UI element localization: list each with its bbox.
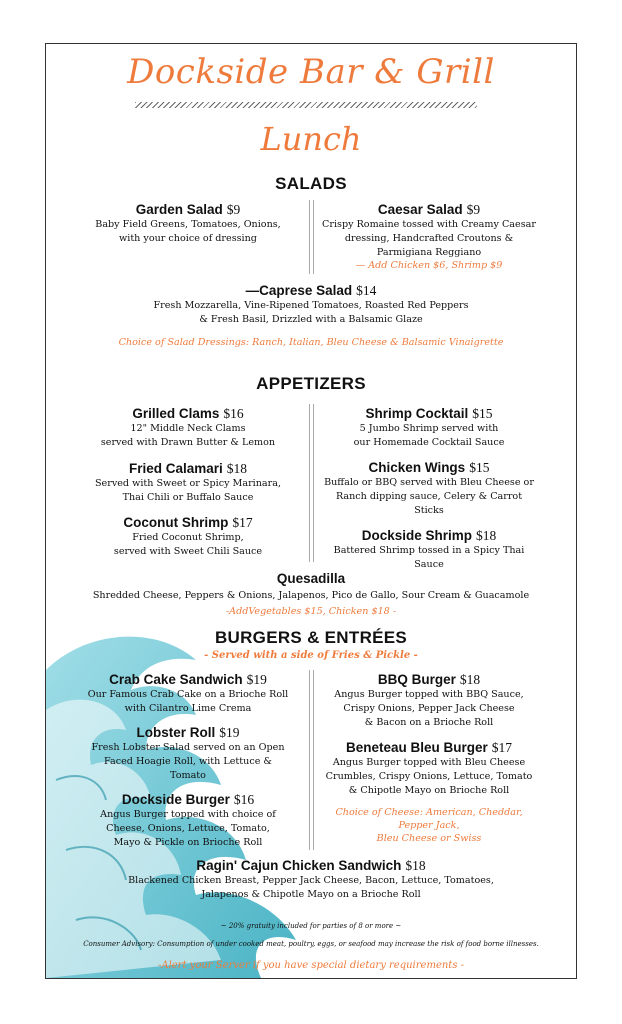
item-desc: Jalapenos & Chipotle Mayo on a Brioche Roll bbox=[201, 889, 421, 900]
item-name: Ragin' Cajun Chicken Sandwich bbox=[196, 858, 402, 873]
item-name: Chicken Wings bbox=[368, 460, 466, 475]
item-desc: served with Sweet Chili Sauce bbox=[113, 546, 263, 557]
shrimp-cocktail bbox=[322, 403, 536, 450]
item-desc: Sticks bbox=[414, 505, 444, 516]
item-name: BBQ Burger bbox=[377, 672, 456, 687]
item-desc: Parmigiana Reggiano bbox=[376, 247, 482, 258]
item-name: Quesadilla bbox=[276, 571, 346, 586]
item-desc: Thai Chili or Buffalo Sauce bbox=[122, 492, 254, 503]
item-desc: Faced Hoagie Roll, with Lettuce & bbox=[104, 756, 272, 767]
item-desc: Our Famous Crab Cake on a Brioche Roll bbox=[87, 689, 289, 700]
meal-title: Lunch bbox=[260, 120, 362, 158]
grilled-clams bbox=[86, 403, 290, 450]
item-price: $16 bbox=[233, 792, 255, 807]
quesadilla bbox=[60, 568, 562, 617]
item-desc: Cheese, Onions, Lettuce, Tomato, bbox=[106, 823, 270, 834]
crab-cake-sandwich bbox=[86, 669, 290, 716]
item-desc: Tomato bbox=[170, 770, 206, 781]
item-price: $19 bbox=[246, 672, 267, 687]
lobster-roll bbox=[86, 722, 290, 783]
column-divider bbox=[309, 404, 314, 562]
item-name: Coconut Shrimp bbox=[123, 515, 229, 530]
column-divider bbox=[309, 200, 314, 274]
item-price: $17 bbox=[491, 740, 513, 755]
chicken-wings bbox=[322, 457, 536, 518]
item-desc: & Bacon on a Brioche Roll bbox=[364, 717, 494, 728]
section-appetizers: APPETIZERS bbox=[256, 374, 366, 393]
item-desc: Fresh Mozzarella, Vine-Ripened Tomatoes, Roasted Red Peppers bbox=[153, 300, 469, 311]
item-price: $15 bbox=[472, 406, 493, 421]
garden-salad bbox=[86, 199, 290, 246]
item-name: Beneteau Bleu Burger bbox=[345, 740, 488, 755]
item-desc: dressing, Handcrafted Croutons & bbox=[344, 233, 514, 244]
item-addon: — Add Chicken $6, Shrimp $9 bbox=[355, 260, 503, 271]
burgers-subtitle: - Served with a side of Fries & Pickle - bbox=[204, 650, 418, 661]
item-desc: Ranch dipping sauce, Celery & Carrot bbox=[335, 491, 523, 502]
cheese-choices bbox=[322, 806, 536, 845]
item-price: $9 bbox=[466, 202, 481, 217]
item-price: $15 bbox=[469, 460, 490, 475]
item-desc: Crumbles, Crispy Onions, Lettuce, Tomato bbox=[325, 771, 533, 782]
item-desc: our Homemade Cocktail Sauce bbox=[353, 437, 505, 448]
item-desc: Angus Burger topped with BBQ Sauce, bbox=[334, 689, 524, 700]
item-name: Caesar Salad bbox=[377, 202, 463, 217]
item-price: $18 bbox=[226, 461, 248, 476]
item-price: $18 bbox=[476, 528, 497, 543]
coconut-shrimp bbox=[86, 512, 290, 559]
caprese-salad bbox=[70, 280, 552, 327]
item-desc: Blackened Chicken Breast, Pepper Jack Cheese, Bacon, Lettuce, Tomatoes, bbox=[128, 875, 494, 886]
item-desc: with Cilantro Lime Crema bbox=[124, 703, 252, 714]
item-desc: Crispy Romaine tossed with Creamy Caesar bbox=[322, 219, 536, 230]
bbq-burger bbox=[322, 669, 536, 730]
cheese-line: Bleu Cheese or Swiss bbox=[376, 833, 482, 844]
item-price: $14 bbox=[356, 283, 377, 298]
item-name: —Caprese Salad bbox=[245, 283, 353, 298]
dressing-choices: Choice of Salad Dressings: Ranch, Italian, Bleu Cheese & Balsamic Vinaigrette bbox=[118, 337, 504, 348]
item-desc: Angus Burger topped with choice of bbox=[100, 809, 276, 820]
item-price: $17 bbox=[232, 515, 253, 530]
fried-calamari bbox=[86, 458, 290, 505]
beneteau-bleu-burger bbox=[322, 737, 536, 798]
dockside-shrimp bbox=[322, 525, 536, 572]
column-divider bbox=[309, 670, 314, 850]
ragin-cajun-sandwich bbox=[60, 855, 562, 902]
dockside-burger bbox=[86, 789, 290, 850]
item-desc: Angus Burger topped with Bleu Cheese bbox=[332, 757, 526, 768]
item-desc: 5 Jumbo Shrimp served with bbox=[359, 423, 499, 434]
item-price: $16 bbox=[223, 406, 244, 421]
item-name: Lobster Roll bbox=[136, 725, 216, 740]
item-name: Shrimp Cocktail bbox=[365, 406, 469, 421]
item-desc: 12" Middle Neck Clams bbox=[130, 423, 246, 434]
section-burgers: BURGERS & ENTRÉES bbox=[214, 628, 408, 647]
consumer-advisory: Consumer Advisory: Consumption of under cooked meat, poultry, eggs, or seafood may increase the risk of food borne illnesses. bbox=[83, 940, 539, 948]
item-name: Crab Cake Sandwich bbox=[109, 672, 243, 687]
dietary-alert: -Alert your Server if you have special dietary requirements - bbox=[157, 960, 465, 971]
item-desc: Shredded Cheese, Peppers & Onions, Jalapenos, Pico de Gallo, Sour Cream & Guacamole bbox=[92, 590, 530, 601]
item-desc: Crispy Onions, Pepper Jack Cheese bbox=[343, 703, 515, 714]
gratuity-note: ~ 20% gratuity included for parties of 8 or more ~ bbox=[220, 922, 402, 930]
item-desc: Fried Coconut Shrimp, bbox=[132, 532, 244, 543]
item-desc: Battered Shrimp tossed in a Spicy Thai Sauce bbox=[333, 545, 525, 570]
item-price: $18 bbox=[405, 858, 426, 873]
caesar-salad bbox=[322, 199, 536, 271]
item-name: Garden Salad bbox=[135, 202, 223, 217]
item-name: Dockside Shrimp bbox=[361, 528, 473, 543]
item-desc: with your choice of dressing bbox=[119, 233, 257, 244]
item-desc: Served with Sweet or Spicy Marinara, bbox=[94, 478, 282, 489]
item-addon: -AddVegetables $15, Chicken $18 - bbox=[225, 606, 397, 617]
item-price: $18 bbox=[459, 672, 481, 687]
item-desc: & Fresh Basil, Drizzled with a Balsamic Glaze bbox=[199, 314, 423, 325]
item-desc: Mayo & Pickle on Brioche Roll bbox=[113, 837, 263, 848]
item-price: $19 bbox=[219, 725, 240, 740]
item-desc: & Chipotle Mayo on Brioche Roll bbox=[348, 785, 510, 796]
item-desc: Baby Field Greens, Tomatoes, Onions, bbox=[95, 219, 281, 230]
restaurant-name: Dockside Bar & Grill bbox=[127, 52, 495, 92]
item-name: Fried Calamari bbox=[128, 461, 223, 476]
item-price: $9 bbox=[226, 202, 241, 217]
item-desc: served with Drawn Butter & Lemon bbox=[100, 437, 276, 448]
item-desc: Buffalo or BBQ served with Bleu Cheese or bbox=[324, 477, 534, 488]
item-name: Dockside Burger bbox=[121, 792, 230, 807]
cheese-line: Choice of Cheese: American, Cheddar, Pepper Jack, bbox=[335, 807, 523, 831]
item-desc: Fresh Lobster Salad served on an Open bbox=[91, 742, 285, 753]
title-divider bbox=[135, 102, 477, 108]
item-name: Grilled Clams bbox=[132, 406, 220, 421]
section-salads: SALADS bbox=[275, 174, 347, 193]
